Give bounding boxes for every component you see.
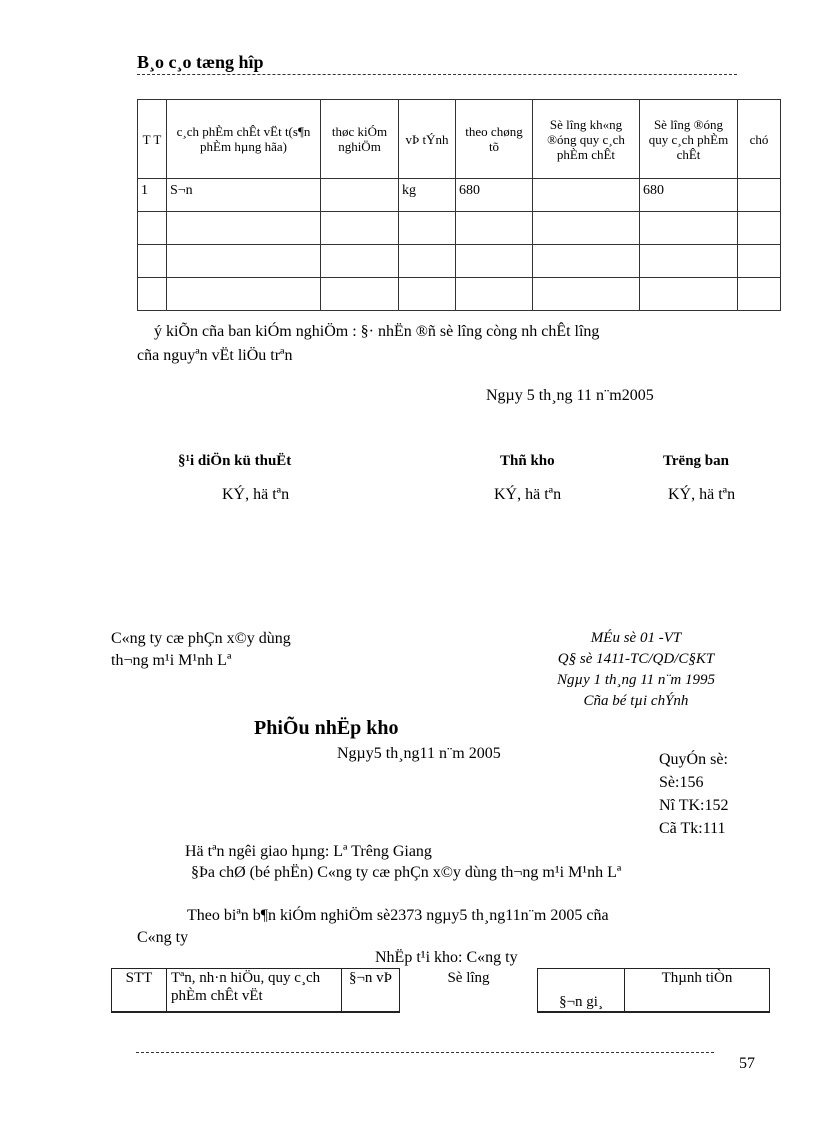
signature-sub-head: KÝ, hä tªn	[668, 486, 736, 503]
table-cell	[399, 212, 456, 245]
header-cell: theo chøng tõ	[456, 100, 533, 179]
table-cell	[738, 179, 781, 212]
header-cell: Sè lîng ®óng quy c¸ch phÈm chÊt	[640, 100, 738, 179]
report-date: Ngµy 5 th¸ng 11 n¨m2005	[486, 387, 654, 404]
header-cell: STT	[112, 969, 167, 1013]
table-row	[138, 278, 781, 311]
inspection-opinion-line2: cña nguyªn vËt liÖu trªn	[137, 347, 293, 364]
table-cell	[138, 278, 167, 311]
table-cell	[167, 278, 321, 311]
table-cell	[321, 179, 399, 212]
delivering-unit: §Þa chØ (bé phËn) C«ng ty cæ phÇn x©y dùng th¬ng m¹i M¹nh Lª	[191, 864, 622, 881]
table-cell: kg	[399, 179, 456, 212]
header-cell: thøc kiÓm nghiÖm	[321, 100, 399, 179]
table-row	[138, 179, 781, 212]
header-cell: Thµnh tiÒn	[625, 969, 770, 1013]
header-cell: Sè lîng	[400, 969, 538, 1013]
table-cell	[533, 245, 640, 278]
table-cell	[321, 278, 399, 311]
table-cell	[640, 245, 738, 278]
warehouse-location: NhËp t¹i kho: C«ng ty	[375, 949, 518, 966]
receipt-table	[111, 968, 770, 1013]
header-cell: chó	[738, 100, 781, 179]
table-cell	[138, 212, 167, 245]
header-cell: vÞ tÝnh	[399, 100, 456, 179]
book-number: QuyÓn sè:	[659, 751, 728, 768]
form-number: MÉu sè 01 -VT	[590, 630, 682, 646]
issuing-ministry: Cña bé tµi chÝnh	[583, 693, 689, 709]
receipt-date: Ngµy5 th¸ng11 n¨m 2005	[337, 745, 501, 762]
table-cell	[456, 245, 533, 278]
header-cell: Sè lîng kh«ng ®óng quy c¸ch phÈm chÊt	[533, 100, 640, 179]
table-cell	[738, 245, 781, 278]
table-cell	[640, 212, 738, 245]
table-cell	[167, 245, 321, 278]
signature-sub-technical: KÝ, hä tªn	[222, 486, 290, 503]
table-cell: 680	[456, 179, 533, 212]
decision-date: Ngµy 1 th¸ng 11 n¨m 1995	[557, 672, 715, 688]
decision-number: Q§ sè 1411-TC/QD/C§KT	[557, 651, 715, 667]
basis-line1: Theo biªn b¶n kiÓm nghiÖm sè2373 ngµy5 th¸ng11n¨m 2005 cña	[187, 907, 609, 924]
signature-title-technical: §¹i diÖn kü thuËt	[178, 453, 292, 469]
header-cell: c¸ch phÈm chÊt vËt t(s¶n phÈm hµng hãa)	[167, 100, 321, 179]
header-cell: Tªn, nh·n hiÖu, quy c¸ch phÈm chÊt vËt	[167, 969, 342, 1013]
table-cell	[321, 245, 399, 278]
table-cell	[138, 245, 167, 278]
table-cell: 680	[640, 179, 738, 212]
voucher-number: Sè:156	[659, 774, 704, 791]
credit-account: Cã Tk:111	[659, 820, 726, 837]
basis-line2: C«ng ty	[137, 929, 189, 946]
report-title: B¸o c¸o tæng hîp	[137, 52, 264, 72]
table-cell	[738, 212, 781, 245]
table-cell	[533, 278, 640, 311]
signature-sub-storekeeper: KÝ, hä tªn	[494, 486, 562, 503]
footer-dashed-rule	[136, 1052, 714, 1053]
form-reference-block	[520, 628, 752, 712]
company-name-line1: C«ng ty cæ phÇn x©y dùng	[111, 630, 291, 647]
header-cell: §¬n vÞ	[342, 969, 400, 1013]
company-name-line2: th¬ng m¹i M¹nh Lª	[111, 652, 232, 669]
inspection-opinion-line1: ý kiÕn cña ban kiÓm nghiÖm : §· nhËn ®ñ sè lîng còng nh chÊt lîng	[154, 323, 600, 340]
page-number: 57	[739, 1055, 755, 1072]
signature-title-storekeeper: Thñ kho	[500, 453, 555, 469]
header-cell: §¬n gi¸	[538, 969, 625, 1013]
book-info-block	[659, 748, 728, 840]
receipt-header-row	[112, 969, 770, 1013]
table-cell	[738, 278, 781, 311]
table-cell	[456, 278, 533, 311]
deliverer-name: Hä tªn ngêi giao hµng: Lª Trêng Giang	[185, 843, 432, 860]
title-dashed-rule	[137, 74, 737, 75]
table-cell: 1	[138, 179, 167, 212]
table-cell	[399, 278, 456, 311]
table-cell	[399, 245, 456, 278]
table-cell	[533, 179, 640, 212]
table-row	[138, 245, 781, 278]
table-cell	[167, 212, 321, 245]
table-row	[138, 212, 781, 245]
table-cell	[640, 278, 738, 311]
table-cell: S¬n	[167, 179, 321, 212]
table-cell	[533, 212, 640, 245]
header-cell: T T	[138, 100, 167, 179]
table-cell	[456, 212, 533, 245]
debit-account: Nî TK:152	[659, 797, 729, 814]
signature-title-head: Trëng ban	[663, 453, 729, 469]
report-header-row	[138, 100, 781, 179]
receipt-title: PhiÕu nhËp kho	[254, 717, 399, 739]
table-cell	[321, 212, 399, 245]
report-table	[137, 99, 781, 311]
